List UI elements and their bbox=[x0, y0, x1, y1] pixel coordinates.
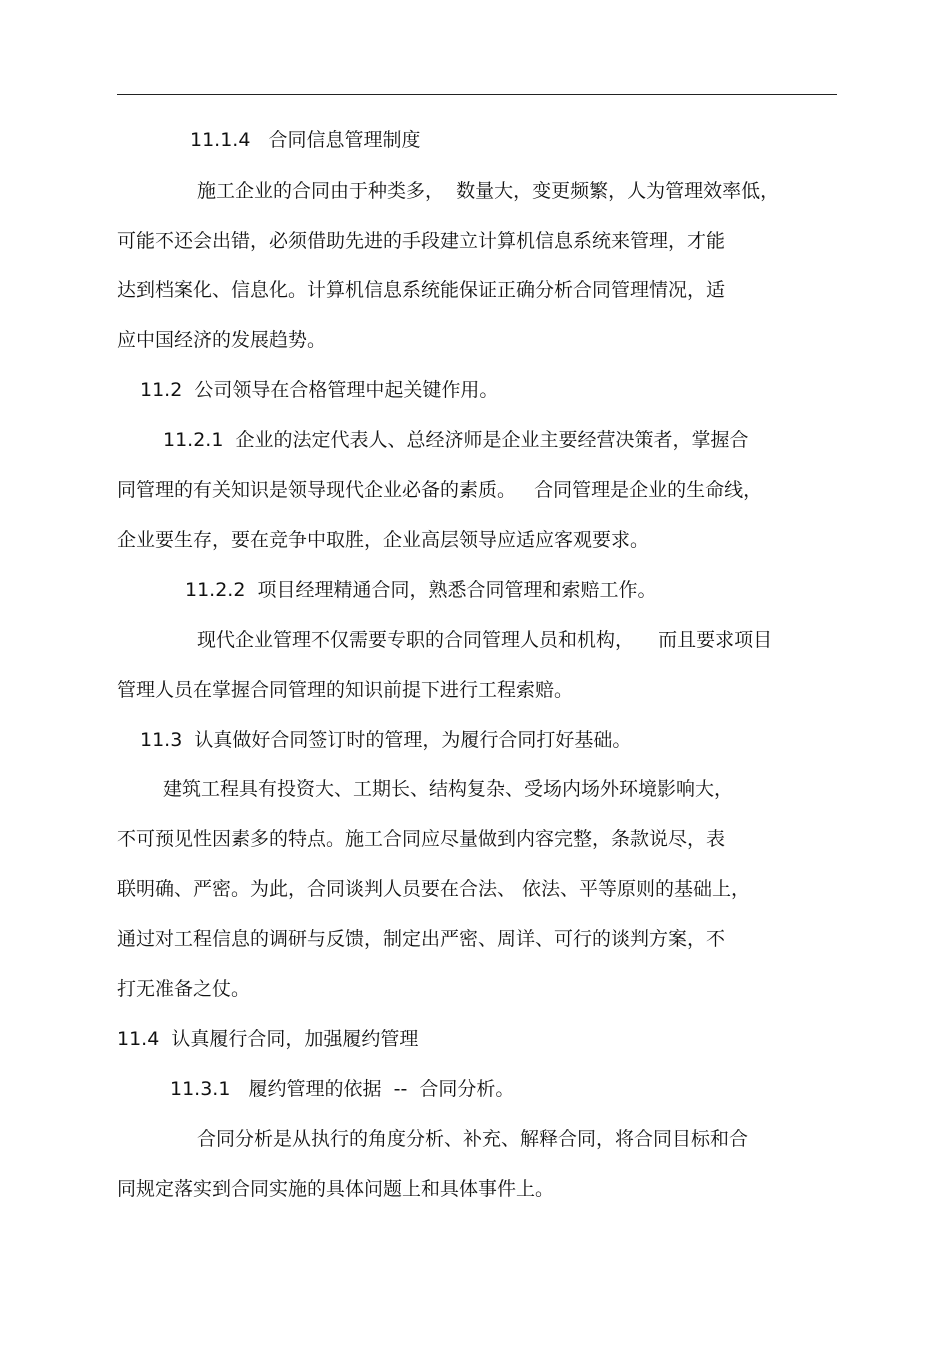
paragraph-line: 不可预见性因素多的特点。施工合同应尽量做到内容完整，条款说尽，表 bbox=[117, 828, 726, 850]
paragraph-line: 达到档案化、信息化。计算机信息系统能保证正确分析合同管理情况，适 bbox=[117, 279, 726, 301]
heading-11-2: 11.2 公司领导在合格管理中起关键作用。 bbox=[140, 379, 499, 401]
heading-11-2-2: 11.2.2 项目经理精通合同，熟悉合同管理和索赔工作。 bbox=[185, 579, 657, 601]
paragraph-line: 合同分析是从执行的角度分析、补充、解释合同，将合同目标和合 bbox=[197, 1128, 749, 1150]
header-rule bbox=[117, 94, 837, 95]
heading-11-3: 11.3 认真做好合同签订时的管理，为履行合同打好基础。 bbox=[140, 729, 632, 751]
paragraph-line: 同管理的有关知识是领导现代企业必备的素质。 合同管理是企业的生命线， bbox=[117, 479, 763, 501]
heading-11-3-1: 11.3.1 履约管理的依据 -- 合同分析。 bbox=[170, 1078, 515, 1100]
paragraph-line: 应中国经济的发展趋势。 bbox=[117, 329, 327, 351]
paragraph-line: 联明确、严密。为此，合同谈判人员要在合法、 依法、平等原则的基础上， bbox=[117, 878, 751, 900]
paragraph-line: 通过对工程信息的调研与反馈，制定出严密、周详、可行的谈判方案，不 bbox=[117, 928, 726, 950]
paragraph-line: 企业要生存，要在竞争中取胜，企业高层领导应适应客观要求。 bbox=[117, 529, 650, 551]
paragraph-line: 建筑工程具有投资大、工期长、结构复杂、受场内场外环境影响大， bbox=[163, 778, 734, 800]
paragraph-line: 管理人员在掌握合同管理的知识前提下进行工程索赔。 bbox=[117, 679, 574, 701]
heading-11-4: 11.4 认真履行合同，加强履约管理 bbox=[117, 1028, 419, 1050]
heading-11-1-4: 11.1.4 合同信息管理制度 bbox=[190, 129, 421, 151]
paragraph-line: 现代企业管理不仅需要专职的合同管理人员和机构， 而且要求项目 bbox=[197, 629, 773, 651]
paragraph-line: 打无准备之仗。 bbox=[117, 978, 251, 1000]
paragraph-line: 可能不还会出错，必须借助先进的手段建立计算机信息系统来管理，才能 bbox=[117, 230, 726, 252]
paragraph-line-11-2-1: 11.2.1 企业的法定代表人、总经济师是企业主要经营决策者，掌握合 bbox=[163, 429, 749, 451]
paragraph-line: 同规定落实到合同实施的具体问题上和具体事件上。 bbox=[117, 1178, 555, 1200]
paragraph-line: 施工企业的合同由于种类多， 数量大，变更频繁，人为管理效率低， bbox=[197, 180, 780, 202]
